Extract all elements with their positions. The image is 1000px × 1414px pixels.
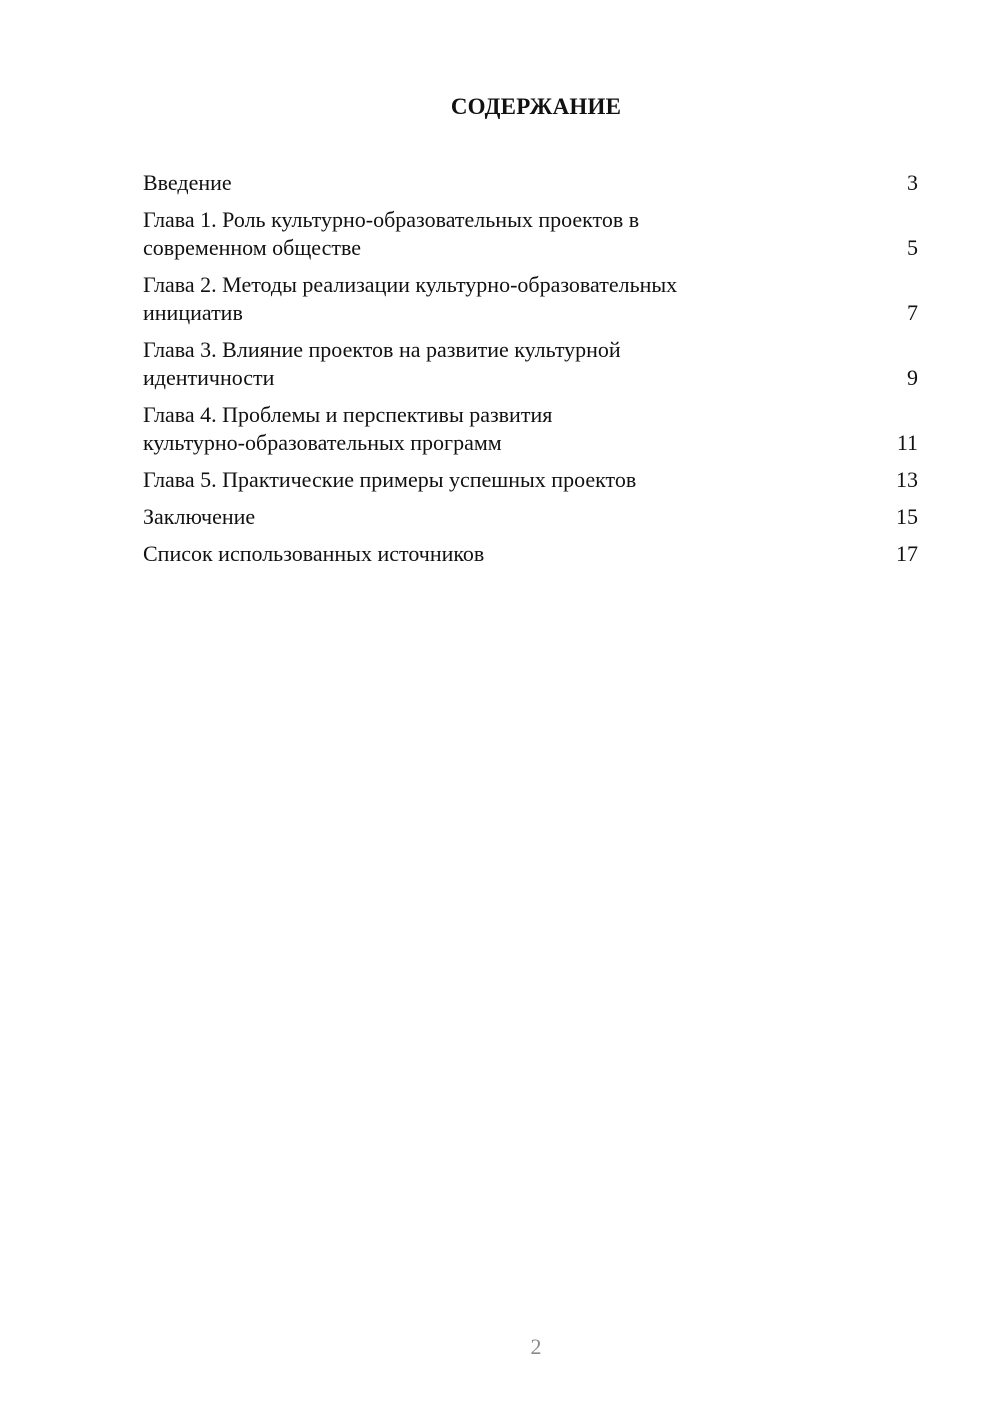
toc-entry-chapter-2: [143, 271, 918, 327]
toc-entry-line: Глава 1. Роль культурно-образовательных проектов в: [143, 207, 640, 232]
toc-entry-page: 7: [907, 300, 918, 325]
toc-entry-references: [143, 540, 918, 568]
toc-entry-text: [143, 169, 232, 197]
toc-entry-page: 11: [896, 430, 918, 455]
toc-entry-line: современном обществе: [143, 235, 362, 260]
toc-entry-conclusion: [143, 503, 918, 531]
toc-entry-page: 17: [896, 541, 918, 566]
toc-entry-introduction: [143, 169, 918, 197]
toc-entry-line: Заключение: [143, 504, 256, 529]
toc-entry-line: идентичности: [143, 365, 275, 390]
toc-entry-page: 15: [896, 504, 918, 529]
toc-entry-page: 5: [907, 235, 918, 260]
toc-entry-page: 9: [907, 365, 918, 390]
toc-entry-line: Глава 4. Проблемы и перспективы развития: [143, 402, 553, 427]
toc-entry-chapter-3: [143, 336, 918, 392]
toc-title: СОДЕРЖАНИЕ: [450, 94, 622, 119]
toc-entry-text: [143, 336, 621, 392]
toc-list: [143, 169, 918, 577]
toc-entry-text: [143, 401, 552, 457]
toc-entry-chapter-5: [143, 466, 918, 494]
toc-entry-line: Глава 3. Влияние проектов на развитие культурной: [143, 337, 621, 362]
toc-entry-text: [143, 503, 255, 531]
toc-entry-line: Введение: [143, 170, 232, 195]
toc-entry-text: [143, 540, 484, 568]
toc-entry-chapter-1: [143, 206, 918, 262]
toc-entry-line: Глава 2. Методы реализации культурно-образовательных: [143, 272, 678, 297]
toc-entry-line: культурно-образовательных программ: [143, 430, 502, 455]
toc-entry-page: 13: [896, 467, 918, 492]
toc-entry-line: инициатив: [143, 300, 243, 325]
toc-entry-line: Глава 5. Практические примеры успешных проектов: [143, 467, 637, 492]
toc-entry-text: [143, 466, 636, 494]
toc-entry-text: [143, 271, 677, 327]
toc-entry-text: [143, 206, 639, 262]
toc-entry-line: Список использованных источников: [143, 541, 485, 566]
toc-entry-chapter-4: [143, 401, 918, 457]
page-number: 2: [530, 1334, 542, 1359]
toc-entry-page: 3: [907, 170, 918, 195]
